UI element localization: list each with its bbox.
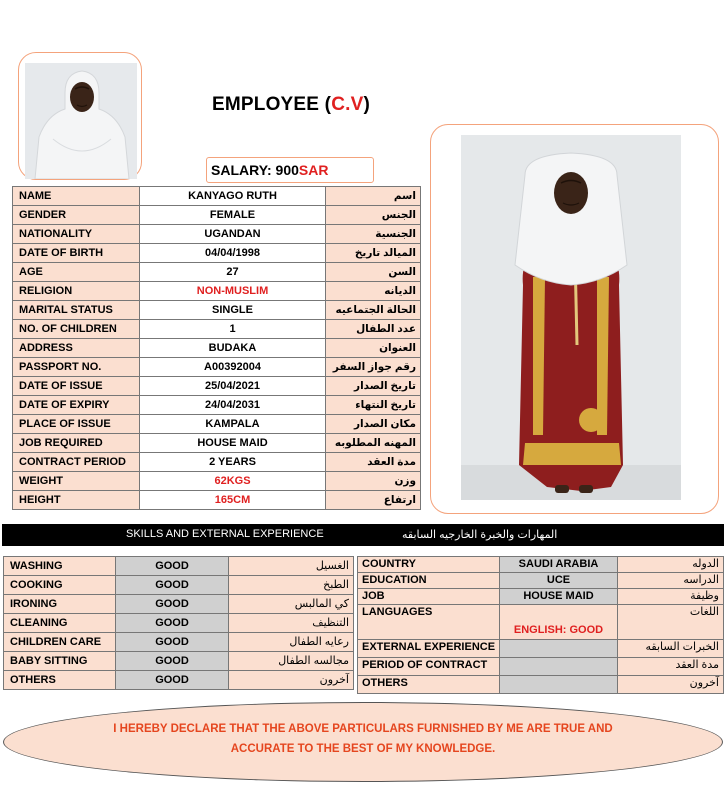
personal-row-label: ADDRESS: [13, 339, 140, 358]
personal-row-label: JOB REQUIRED: [13, 434, 140, 453]
info-row: [358, 557, 724, 573]
personal-row-value: 27: [140, 263, 326, 282]
personal-row-value: 165CM: [140, 491, 326, 510]
info-row: [358, 589, 724, 605]
info-row-arabic: مدة العقد: [618, 658, 724, 676]
skill-row: [4, 557, 354, 576]
skill-row-arabic: رعايه الطفال: [229, 633, 354, 652]
personal-row-label: NAME: [13, 187, 140, 206]
personal-row: [13, 396, 421, 415]
personal-row: [13, 358, 421, 377]
skill-row: [4, 595, 354, 614]
info-row-label: EXTERNAL EXPERIENCE: [358, 640, 500, 658]
personal-row: [13, 472, 421, 491]
info-row: [358, 676, 724, 694]
personal-row-arabic: مكان الصدار: [326, 415, 421, 434]
personal-row: [13, 320, 421, 339]
skill-row-value: GOOD: [116, 633, 229, 652]
personal-row: [13, 206, 421, 225]
section-bar-arabic: المهارات والخبرة الخارجيه السابقه: [402, 529, 558, 541]
skill-row-arabic: التنظيف: [229, 614, 354, 633]
personal-row-arabic: تاريخ الصدار: [326, 377, 421, 396]
personal-row-label: PLACE OF ISSUE: [13, 415, 140, 434]
info-row-arabic: الدراسه: [618, 573, 724, 589]
info-row-label: JOB: [358, 589, 500, 605]
info-row-arabic: آخرون: [618, 676, 724, 694]
skill-row: [4, 633, 354, 652]
skills-table: [3, 556, 354, 690]
declaration-line-2: ACCURATE TO THE BEST OF MY KNOWLEDGE.: [230, 743, 496, 755]
personal-row-label: CONTRACT PERIOD: [13, 453, 140, 472]
personal-row-label: DATE OF EXPIRY: [13, 396, 140, 415]
salary-box: SALARY: 900SAR: [206, 157, 374, 183]
personal-row-arabic: اسم: [326, 187, 421, 206]
cv-title: EMPLOYEE (C.V): [212, 94, 370, 115]
info-row: [358, 658, 724, 676]
skills-section-bar: [2, 524, 724, 546]
personal-row: [13, 491, 421, 510]
personal-row: [13, 301, 421, 320]
personal-details-table: [12, 186, 421, 510]
personal-row-value: SINGLE: [140, 301, 326, 320]
info-row-value: HOUSE MAID: [500, 589, 618, 605]
info-row: [358, 640, 724, 658]
info-row-label: EDUCATION: [358, 573, 500, 589]
info-row-label: LANGUAGES: [358, 605, 500, 640]
skill-row: [4, 614, 354, 633]
personal-row-arabic: السن: [326, 263, 421, 282]
skill-row: [4, 576, 354, 595]
personal-row-value: HOUSE MAID: [140, 434, 326, 453]
personal-row-arabic: الديانه: [326, 282, 421, 301]
personal-row-value: A00392004: [140, 358, 326, 377]
declaration-line-1: I HEREBY DECLARE THAT THE ABOVE PARTICULARS FURNISHED BY ME ARE TRUE AND: [113, 723, 613, 735]
personal-row-arabic: رقم جواز السفر: [326, 358, 421, 377]
personal-row-value: UGANDAN: [140, 225, 326, 244]
skill-row-label: COOKING: [4, 576, 116, 595]
skill-row-arabic: الغسيل: [229, 557, 354, 576]
personal-row-value: 62KGS: [140, 472, 326, 491]
personal-row-arabic: الجنسية: [326, 225, 421, 244]
personal-row: [13, 187, 421, 206]
personal-row-arabic: الجنس: [326, 206, 421, 225]
skill-row-value: GOOD: [116, 614, 229, 633]
skill-row-value: GOOD: [116, 595, 229, 614]
skill-row-arabic: آخرون: [229, 671, 354, 690]
skill-row-label: BABY SITTING: [4, 652, 116, 671]
info-row-label: PERIOD OF CONTRACT: [358, 658, 500, 676]
info-row-label: COUNTRY: [358, 557, 500, 573]
experience-table: [357, 556, 724, 694]
skill-row-value: GOOD: [116, 652, 229, 671]
personal-row: [13, 282, 421, 301]
personal-row: [13, 225, 421, 244]
personal-row-arabic: ارتفاع: [326, 491, 421, 510]
info-row-value: SAUDI ARABIA: [500, 557, 618, 573]
skill-row-arabic: كي المالبس: [229, 595, 354, 614]
personal-row-arabic: تاريخ النتهاء: [326, 396, 421, 415]
skill-row-label: OTHERS: [4, 671, 116, 690]
personal-row: [13, 244, 421, 263]
personal-row-label: DATE OF ISSUE: [13, 377, 140, 396]
info-row-arabic: وظيفة: [618, 589, 724, 605]
skill-row-arabic: مجالسه الطفال: [229, 652, 354, 671]
skill-row-value: GOOD: [116, 576, 229, 595]
personal-row-arabic: الحالة الجتماعيه: [326, 301, 421, 320]
skill-row-arabic: الطبخ: [229, 576, 354, 595]
personal-row: [13, 263, 421, 282]
personal-row-label: GENDER: [13, 206, 140, 225]
personal-row-value: 25/04/2021: [140, 377, 326, 396]
personal-row-label: NO. OF CHILDREN: [13, 320, 140, 339]
personal-row-arabic: الميالد تاريخ: [326, 244, 421, 263]
personal-row-value: 1: [140, 320, 326, 339]
info-row: [358, 573, 724, 589]
personal-row-value: 2 YEARS: [140, 453, 326, 472]
info-row-label: OTHERS: [358, 676, 500, 694]
personal-row-value: FEMALE: [140, 206, 326, 225]
personal-row-value: KAMPALA: [140, 415, 326, 434]
info-row-value: [500, 676, 618, 694]
info-row-arabic: الدوله: [618, 557, 724, 573]
personal-row-arabic: العنوان: [326, 339, 421, 358]
personal-row-label: PASSPORT NO.: [13, 358, 140, 377]
personal-row-label: NATIONALITY: [13, 225, 140, 244]
personal-row-value: NON-MUSLIM: [140, 282, 326, 301]
personal-row-label: AGE: [13, 263, 140, 282]
section-bar-english: SKILLS AND EXTERNAL EXPERIENCE: [126, 528, 324, 540]
personal-row: [13, 453, 421, 472]
personal-row: [13, 415, 421, 434]
personal-row-arabic: مدة العقد: [326, 453, 421, 472]
personal-row-label: DATE OF BIRTH: [13, 244, 140, 263]
info-row-value: ENGLISH: GOOD: [500, 605, 618, 640]
info-row: [358, 605, 724, 640]
personal-row-value: 04/04/1998: [140, 244, 326, 263]
large-photo-frame: [430, 124, 719, 514]
info-row-value: [500, 658, 618, 676]
personal-row-label: MARITAL STATUS: [13, 301, 140, 320]
info-row-value: [500, 640, 618, 658]
skill-row-label: CLEANING: [4, 614, 116, 633]
personal-row-label: RELIGION: [13, 282, 140, 301]
personal-row-arabic: وزن: [326, 472, 421, 491]
personal-row: [13, 339, 421, 358]
declaration-box: [3, 702, 723, 782]
skill-row-label: WASHING: [4, 557, 116, 576]
personal-row-value: 24/04/2031: [140, 396, 326, 415]
personal-row-arabic: المهنه المطلوبه: [326, 434, 421, 453]
full-body-photo: [461, 135, 681, 500]
skill-row: [4, 652, 354, 671]
personal-row-arabic: عدد الطفال: [326, 320, 421, 339]
skill-row-label: IRONING: [4, 595, 116, 614]
info-row-arabic: اللغات: [618, 605, 724, 640]
info-row-arabic: الخبرات السابقه: [618, 640, 724, 658]
skill-row-value: GOOD: [116, 671, 229, 690]
personal-row-label: HEIGHT: [13, 491, 140, 510]
skill-row: [4, 671, 354, 690]
personal-row: [13, 377, 421, 396]
portrait-photo: [25, 63, 137, 179]
personal-row-value: KANYAGO RUTH: [140, 187, 326, 206]
personal-row-value: BUDAKA: [140, 339, 326, 358]
skill-row-value: GOOD: [116, 557, 229, 576]
skill-row-label: CHILDREN CARE: [4, 633, 116, 652]
info-row-value: UCE: [500, 573, 618, 589]
personal-row: [13, 434, 421, 453]
personal-row-label: WEIGHT: [13, 472, 140, 491]
small-photo-frame: [18, 52, 142, 180]
